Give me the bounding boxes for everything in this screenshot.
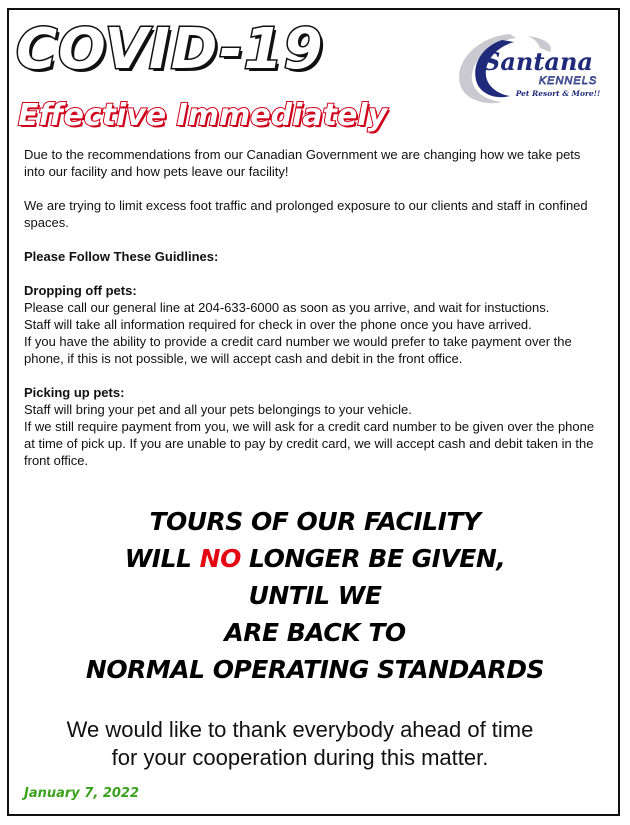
poster-subtitle: Effective Immediately bbox=[18, 98, 388, 133]
logo-tagline: Pet Resort & More!! bbox=[515, 89, 600, 98]
dropoff-line: Please call our general line at 204-633-6000 as soon as you arrive, and wait for instuctions. bbox=[24, 300, 550, 315]
banner-line-5: NORMAL OPERATING STANDARDS bbox=[85, 655, 545, 684]
banner-line-1: TOURS OF OUR FACILITY bbox=[149, 507, 481, 536]
dropoff-heading: Dropping off pets: bbox=[24, 283, 137, 298]
pickup-line: Staff will bring your pet and all your pets belongings to your vehicle. bbox=[24, 402, 412, 417]
banner-line-2-post: LONGER BE GIVEN, bbox=[240, 544, 506, 573]
banner-line-2-pre: WILL bbox=[124, 544, 200, 573]
pickup-line: If we still require payment from you, we will ask for a credit card number to be given over the phone at time of pick up. If you are unable to pay by credit card, we will accept cash and debit taken in the front office. bbox=[24, 419, 595, 468]
santana-kennels-logo bbox=[450, 26, 600, 114]
thanks-line-2: for your cooperation during this matter. bbox=[111, 745, 489, 770]
banner-line-4: ARE BACK TO bbox=[224, 618, 406, 647]
intro-paragraph-2: We are trying to limit excess foot traffic and prolonged exposure to our clients and staff in confined spaces. bbox=[24, 198, 588, 230]
thank-you-message bbox=[0, 716, 600, 772]
notice-body bbox=[24, 146, 602, 469]
thanks-line-1: We would like to thank everybody ahead of time bbox=[66, 717, 534, 742]
notice-date: January 7, 2022 bbox=[24, 786, 139, 801]
guidelines-heading: Please Follow These Guidlines: bbox=[24, 249, 219, 264]
logo-name: Santana bbox=[483, 47, 593, 76]
logo-sub: KENNELS bbox=[538, 75, 598, 87]
dropoff-line: Staff will take all information required for check in over the phone once you have arrived. bbox=[24, 317, 532, 332]
poster-title: COVID-19 bbox=[16, 17, 324, 82]
tours-banner bbox=[0, 503, 630, 688]
intro-paragraph-1: Due to the recommendations from our Canadian Government we are changing how we take pets into our facility and how pets leave our facility! bbox=[24, 147, 581, 179]
dropoff-line: If you have the ability to provide a credit card number we would prefer to take payment over the phone, if this is not possible, we will accept cash and debit in the front office. bbox=[24, 334, 572, 366]
banner-line-3: UNTIL WE bbox=[248, 581, 382, 610]
banner-no-word: NO bbox=[199, 544, 241, 573]
pickup-heading: Picking up pets: bbox=[24, 385, 125, 400]
banner-line-2 bbox=[0, 540, 630, 577]
